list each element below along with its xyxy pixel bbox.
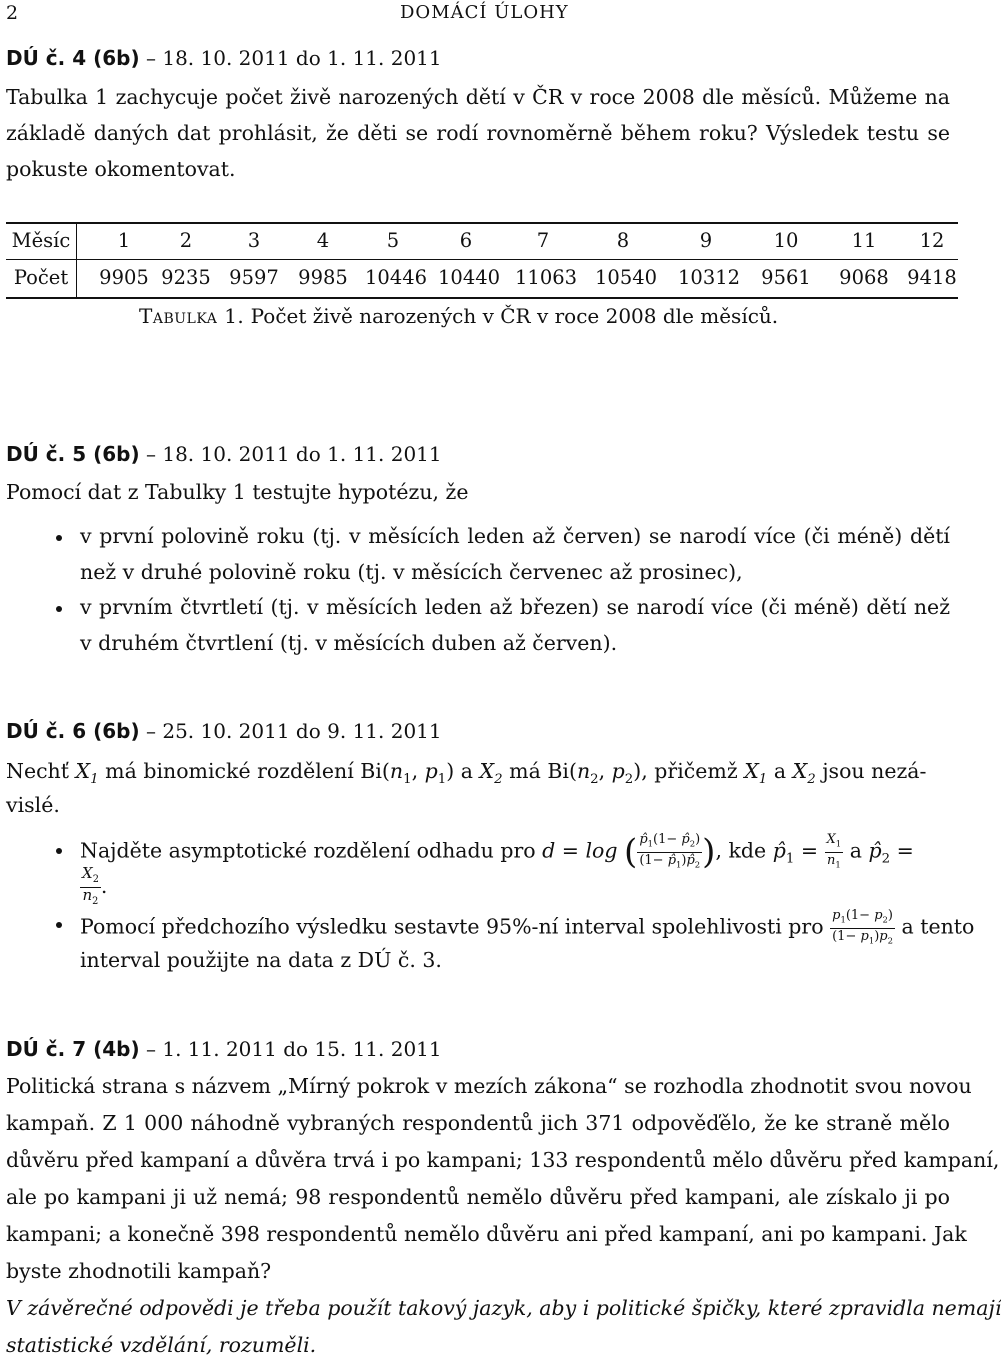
- t6-text: a: [773, 759, 787, 783]
- month-cell: 10: [773, 229, 799, 252]
- task4-line-1: Tabulka 1 zachycuje počet živě narozených dětí v ČR v roce 2008 dle měsíců. Můžeme na: [6, 85, 950, 109]
- t6-text: d = log: [542, 838, 618, 863]
- task4-title: DÚ č. 4 (6b): [6, 46, 140, 70]
- task7-line-6: byste zhodnotili kampaň?: [6, 1259, 272, 1283]
- page-number: 2: [6, 2, 19, 24]
- count-cell: 10312: [678, 266, 741, 289]
- month-cell: 8: [616, 229, 630, 252]
- bullet-icon: [56, 848, 62, 854]
- task7-title: DÚ č. 7 (4b): [6, 1037, 140, 1061]
- task6-line2: vislé.: [6, 793, 60, 817]
- t6-text: má binomické rozdělení Bi(: [105, 759, 390, 783]
- caption-text: Počet živě narozených v ČR v roce 2008 dle měsíců.: [250, 304, 779, 328]
- table-header-count: Počet: [13, 266, 69, 289]
- task7-line-3: důvěru před kampaní a důvěra trvá i po kampani; 133 respondentů mělo důvěru před kampaní,: [6, 1148, 1000, 1172]
- task5-title: DÚ č. 5 (6b): [6, 442, 140, 466]
- task7-note-line-1: V závěrečné odpovědi je třeba použít takový jazyk, aby i politické špičky, které zpravidla nemají: [6, 1296, 1001, 1320]
- bullet-icon: [56, 606, 62, 612]
- task7-line-1: Politická strana s názvem „Mírný pokrok v mezích zákona“ se rozhodla zhodnotit svou novou: [6, 1074, 972, 1098]
- t6-text: Najděte asymptotické rozdělení odhadu pro: [80, 838, 536, 863]
- task7-heading: [6, 1037, 442, 1061]
- task7-line-2: kampaň. Z 1 000 náhodně vybraných respondentů jich 371 odpověďělo, že ke straně mělo: [6, 1111, 950, 1135]
- running-header: DOMÁCÍ ÚLOHY: [400, 2, 569, 23]
- task6-title: DÚ č. 6 (6b): [6, 719, 140, 743]
- t6-text: jsou nezá-: [822, 759, 927, 783]
- count-cell: 9418: [907, 266, 957, 289]
- task6-line1: Nechť $X_1$ má binomické rozdělení $Bi(n_1$, $p_1$) a $X_2$ má $Bi(n_2$, $p_2$), přičemž $X_1$ a $X_2$ jsou nezá-: [6, 759, 927, 788]
- month-cell: 7: [536, 229, 550, 252]
- task5-bullet1-line1: v první polovině roku (tj. v měsících leden až červen) se narodí více (či méně) dětí: [80, 524, 950, 548]
- count-cell: 9068: [839, 266, 889, 289]
- count-cell: 9561: [761, 266, 811, 289]
- t6-text: a: [849, 838, 862, 863]
- t6-text: ), přičemž: [633, 759, 738, 783]
- task6-bullet2-line2: interval použijte na data z DÚ č. 3.: [80, 948, 442, 972]
- task6-bullet1-cont: $\frac{X_2}{n_2}$ .: [82, 864, 108, 907]
- caption-label: Tabulka 1.: [139, 304, 245, 328]
- t6-text: ) a: [446, 759, 473, 783]
- table-bottom-rule: [6, 297, 958, 299]
- task6-heading: [6, 719, 442, 743]
- task5-intro: Pomocí dat z Tabulky 1 testujte hypotézu, že: [6, 480, 469, 504]
- bullet-icon: [56, 535, 62, 541]
- month-cell: 6: [459, 229, 473, 252]
- t6-text: a tento: [901, 914, 975, 939]
- t6-text: Nechť: [6, 759, 69, 783]
- month-cell: 11: [851, 229, 877, 252]
- task5-heading: [6, 442, 442, 466]
- task5-bullet2-line2: v druhém čtvrtlení (tj. v měsících duben až červen).: [80, 631, 618, 655]
- task4-dates: – 18. 10. 2011 do 1. 11. 2011: [145, 46, 442, 70]
- task7-note-line-2: statistické vzdělání, rozuměli.: [6, 1333, 317, 1357]
- task7-line-5: kampani; a konečně 398 respondentů nemělo důvěru ani před kampaní, ani po kampani. Jak: [6, 1222, 967, 1246]
- count-cell: 9985: [298, 266, 348, 289]
- table-caption: [139, 304, 778, 328]
- month-cell: 5: [386, 229, 400, 252]
- count-cell: 9235: [161, 266, 211, 289]
- month-cell: 2: [179, 229, 193, 252]
- count-cell: 10540: [595, 266, 658, 289]
- table-header-month: Měsíc: [11, 229, 71, 252]
- count-cell: 11063: [515, 266, 578, 289]
- table-vertical-rule: [76, 222, 77, 298]
- task6-bullet2: Pomocí předchozího výsledku sestavte 95%-ní interval spolehlivosti pro $\frac{p_1(1- p_2)}{(1- p_1)p_2}$ a tento: [80, 908, 975, 946]
- t6-text: má Bi(: [509, 759, 577, 783]
- task4-line-2: základě daných dat prohlásit, že děti se rodí rovnoměrně během roku? Výsledek testu se: [6, 121, 950, 145]
- task7-dates: – 1. 11. 2011 do 15. 11. 2011: [145, 1037, 442, 1061]
- task6-dates: – 25. 10. 2011 do 9. 11. 2011: [145, 719, 442, 743]
- task4-heading: [6, 46, 442, 70]
- task5-dates: – 18. 10. 2011 do 1. 11. 2011: [145, 442, 442, 466]
- month-cell: 12: [919, 229, 945, 252]
- task7-line-4: ale po kampani ji už nemá; 98 respondentů nemělo důvěru před kampani, ale získalo ji po: [6, 1185, 950, 1209]
- count-cell: 9597: [229, 266, 279, 289]
- table-mid-rule: [6, 259, 958, 260]
- count-cell: 10446: [365, 266, 428, 289]
- month-cell: 9: [699, 229, 713, 252]
- bullet-icon: [56, 922, 62, 928]
- t6-text: Pomocí předchozího výsledku sestavte 95%-ní interval spolehlivosti pro: [80, 914, 824, 939]
- task5-bullet1-line2: než v druhé polovině roku (tj. v měsících červenec až prosinec),: [80, 560, 743, 584]
- count-cell: 9905: [99, 266, 149, 289]
- month-cell: 3: [247, 229, 261, 252]
- month-cell: 1: [117, 229, 131, 252]
- t6-text: , kde: [715, 838, 767, 863]
- task4-line-3: pokuste okomentovat.: [6, 157, 236, 181]
- table-top-rule: [6, 222, 958, 224]
- count-cell: 10440: [438, 266, 501, 289]
- task6-bullet1: Najděte asymptotické rozdělení odhadu pro d = log ( $\frac{p̂_1(1- p̂_2)}{(1- p̂_1)p̂_2}$ ), kde $p̂_1$ = $\frac{X_1}{n_1}$ a $p̂_2$ =: [80, 832, 914, 873]
- task5-bullet2-line1: v prvním čtvrtletí (tj. v měsících leden až březen) se narodí více (či méně) dětí než: [80, 595, 950, 619]
- month-cell: 4: [316, 229, 330, 252]
